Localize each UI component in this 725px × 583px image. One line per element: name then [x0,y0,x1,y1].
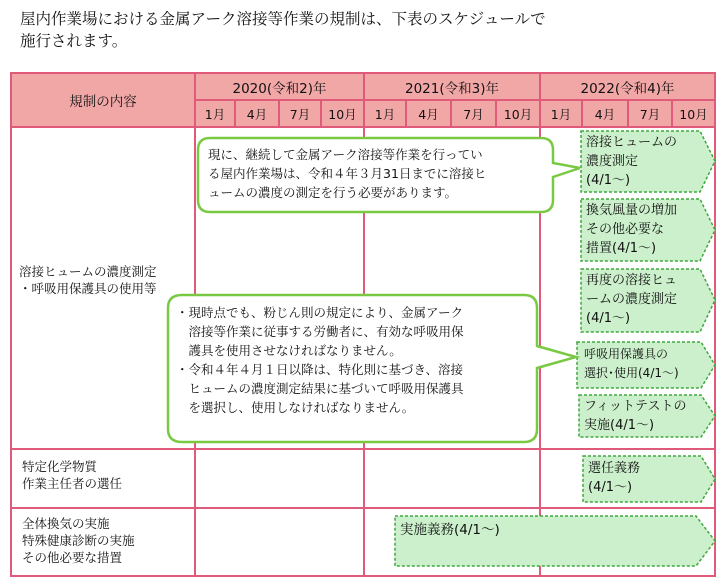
header-month: 10月 [322,101,363,126]
arrow-remeasurement-label: 再度の溶接ヒュ ームの濃度測定 (4/1～) [586,273,678,326]
arrow-ventilation [580,198,716,262]
note-bubble-respirator-text: ・現時点でも、粉じん則の規定により、金属アーク 溶接等作業に従事する労働者に、有効な呼吸用保 護具を使用させなければなりません。 ・令和４年４月１日以降は、特化則に基づき、溶接 ヒュームの濃度測定結果に基づいて呼吸用保護具 を選択し、使用しなければなりません。 [176,305,464,415]
row-cell [196,509,363,575]
header-month: 7月 [629,101,671,126]
arrow-fit-test-label: フィットテストの 実施(4/1～) [584,399,687,433]
arrow-fume-measurement-label: 溶接ヒュームの 濃度測定 (4/1～) [586,135,678,188]
header-month: 4月 [583,101,627,126]
header-month: 1月 [541,101,581,126]
arrow-fit-test [578,394,716,438]
intro-line-1: 屋内作業場における金属アーク溶接等作業の規制は、下表のスケジュールで [20,10,546,28]
intro-line-2: 施行されます。 [20,32,128,50]
header-corner-label: 規制の内容 [12,74,194,126]
header-month: 10月 [497,101,539,126]
header-month: 7月 [452,101,495,126]
arrow-ventilation-label: 換気風量の増加 その他必要な 措置(4/1～) [586,203,678,256]
arrow-fume-measurement [580,130,716,193]
arrow-respirator-label: 呼吸用保護具の 選択･使用(4/1～) [584,347,679,380]
row-label-fume: 溶接ヒュームの濃度測定 ・呼吸用保護具の使用等 [19,264,157,296]
header-year-2021: 2021(令和3)年 [365,74,539,99]
arrow-respirator [576,341,716,389]
row-label-supervisor: 特定化学物質 作業主任者の選任 [22,459,123,491]
note-bubble-measurement [196,137,586,213]
arrow-supervisor-duty [582,455,716,503]
note-bubble-measurement-text: 現に、継続して金属アーク溶接等作業を行ってい る屋内作業場は、令和４年３月31日までに溶接ヒ ュームの濃度の測定を行う必要があります。 [208,147,487,200]
header-month: 4月 [236,101,278,126]
row-cell [365,450,539,507]
row-cell [196,450,363,507]
header-year-2020: 2020(令和2)年 [196,74,363,99]
header-month: 1月 [196,101,234,126]
header-month: 4月 [407,101,450,126]
arrow-remeasurement [580,268,716,333]
header-month: 10月 [673,101,714,126]
header-month: 1月 [365,101,405,126]
header-month: 7月 [280,101,320,126]
intro-text [20,8,546,52]
arrow-implementation-duty [394,515,716,567]
note-bubble-respirator [166,294,580,444]
row-label-other-measures: 全体換気の実施 特殊健康診断の実施 その他必要な措置 [22,516,135,565]
arrow-supervisor-duty-label: 選任義務 (4/1～) [588,461,641,495]
arrow-implementation-duty-label: 実施義務(4/1～) [400,522,500,538]
header-year-2022: 2022(令和4)年 [541,74,714,99]
